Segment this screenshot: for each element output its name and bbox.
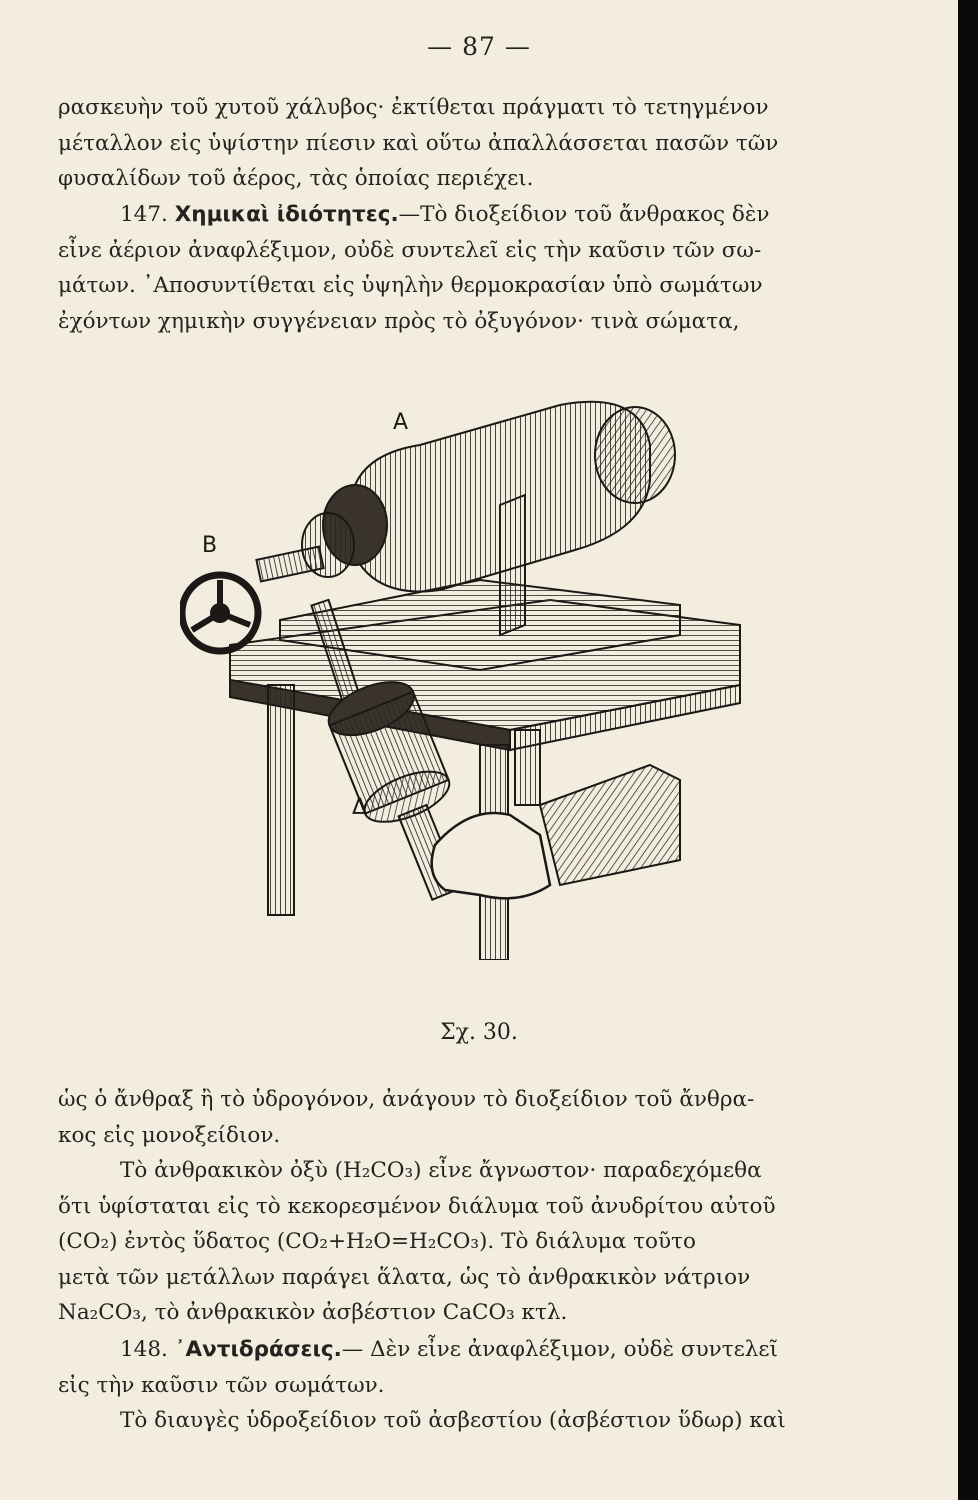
text-line: (CO₂) ἐντὸς ὕδατος (CO₂+H₂O=H₂CO₃). Τὸ διάλυμα τοῦτο <box>58 1229 696 1254</box>
section-number: 147. <box>120 202 168 227</box>
text-line: ρασκευὴν τοῦ χυτοῦ χάλυβος· ἐκτίθεται πράγματι τὸ τετηγμένον <box>58 95 769 120</box>
paragraph-carbonic-acid <box>58 1153 848 1331</box>
text-line: μέταλλον εἰς ὑψίστην πίεσιν καὶ οὕτω ἀπαλλάσσεται πασῶν τῶν <box>58 130 779 156</box>
section-number: 148. <box>120 1337 168 1362</box>
paragraph-top <box>58 90 848 197</box>
figure-label-delta: Δ <box>352 795 368 820</box>
section-text: — Δὲν εἶνε ἀναφλέξιμον, οὐδὲ συντελεῖ <box>341 1337 778 1362</box>
text-line: ὡς ὁ ἄνθραξ ἢ τὸ ὑδρογόνον, ἀνάγουν τὸ διοξείδιον τοῦ ἄνθρα- <box>58 1087 755 1112</box>
page-number: — 87 — <box>427 32 531 61</box>
text-line: μάτων. ᾿Αποσυντίθεται εἰς ὑψηλὴν θερμοκρασίαν ὑπὸ σωμάτων <box>58 273 763 298</box>
section-heading: Χημικαὶ ἰδιότητες. <box>174 202 399 227</box>
section-text: —Τὸ διοξείδιον τοῦ ἄνθρακος δὲν <box>398 202 770 227</box>
text-line: ἐχόντων χημικὴν συγγένειαν πρὸς τὸ ὀξυγόνον· τινὰ σώματα, <box>58 308 740 334</box>
section-heading-line <box>58 1332 848 1368</box>
text-line: φυσαλίδων τοῦ ἀέρος, τὰς ὁποίας περιέχει. <box>58 166 534 191</box>
section-heading-line <box>58 197 848 233</box>
text-line: εἰς τὴν καῦσιν τῶν σωμάτων. <box>58 1372 385 1398</box>
figure-engraving <box>180 385 760 960</box>
text-line: ὅτι ὑφίσταται εἰς τὸ κεκορεσμένον διάλυμα τοῦ ἀνυδρίτου αὐτοῦ <box>58 1193 776 1219</box>
paragraph-after-figure <box>58 1082 848 1153</box>
text-line: εἶνε ἀέριον ἀναφλέξιμον, οὐδὲ συντελεῖ εἰς τὴν καῦσιν τῶν σω- <box>58 237 762 263</box>
text-line: Τὸ διαυγὲς ὑδροξείδιον τοῦ ἀσβεστίου (ἀσβέστιον ὕδωρ) καὶ <box>120 1408 786 1433</box>
text-line: μετὰ τῶν μετάλλων παράγει ἅλατα, ὡς τὸ ἀνθρακικὸν νάτριον <box>58 1264 751 1290</box>
paragraph-last <box>58 1403 848 1439</box>
section-148 <box>58 1332 848 1403</box>
figure-label-a: A <box>393 410 409 435</box>
figure-caption: Σχ. 30. <box>440 1020 518 1045</box>
section-147 <box>58 197 848 339</box>
text-line: κος εἰς μονοξείδιον. <box>58 1122 281 1148</box>
section-heading: ᾿Αντιδράσεις. <box>174 1337 342 1362</box>
text-line: Τὸ ἀνθρακικὸν ὀξὺ (H₂CO₃) εἶνε ἄγνωστον· παραδεχόμεθα <box>120 1158 762 1183</box>
figure-label-b: B <box>202 533 218 558</box>
apparatus-illustration <box>180 385 760 960</box>
text-line: Na₂CO₃, τὸ ἀνθρακικὸν ἀσβέστιον CaCO₃ κτλ. <box>58 1300 568 1325</box>
